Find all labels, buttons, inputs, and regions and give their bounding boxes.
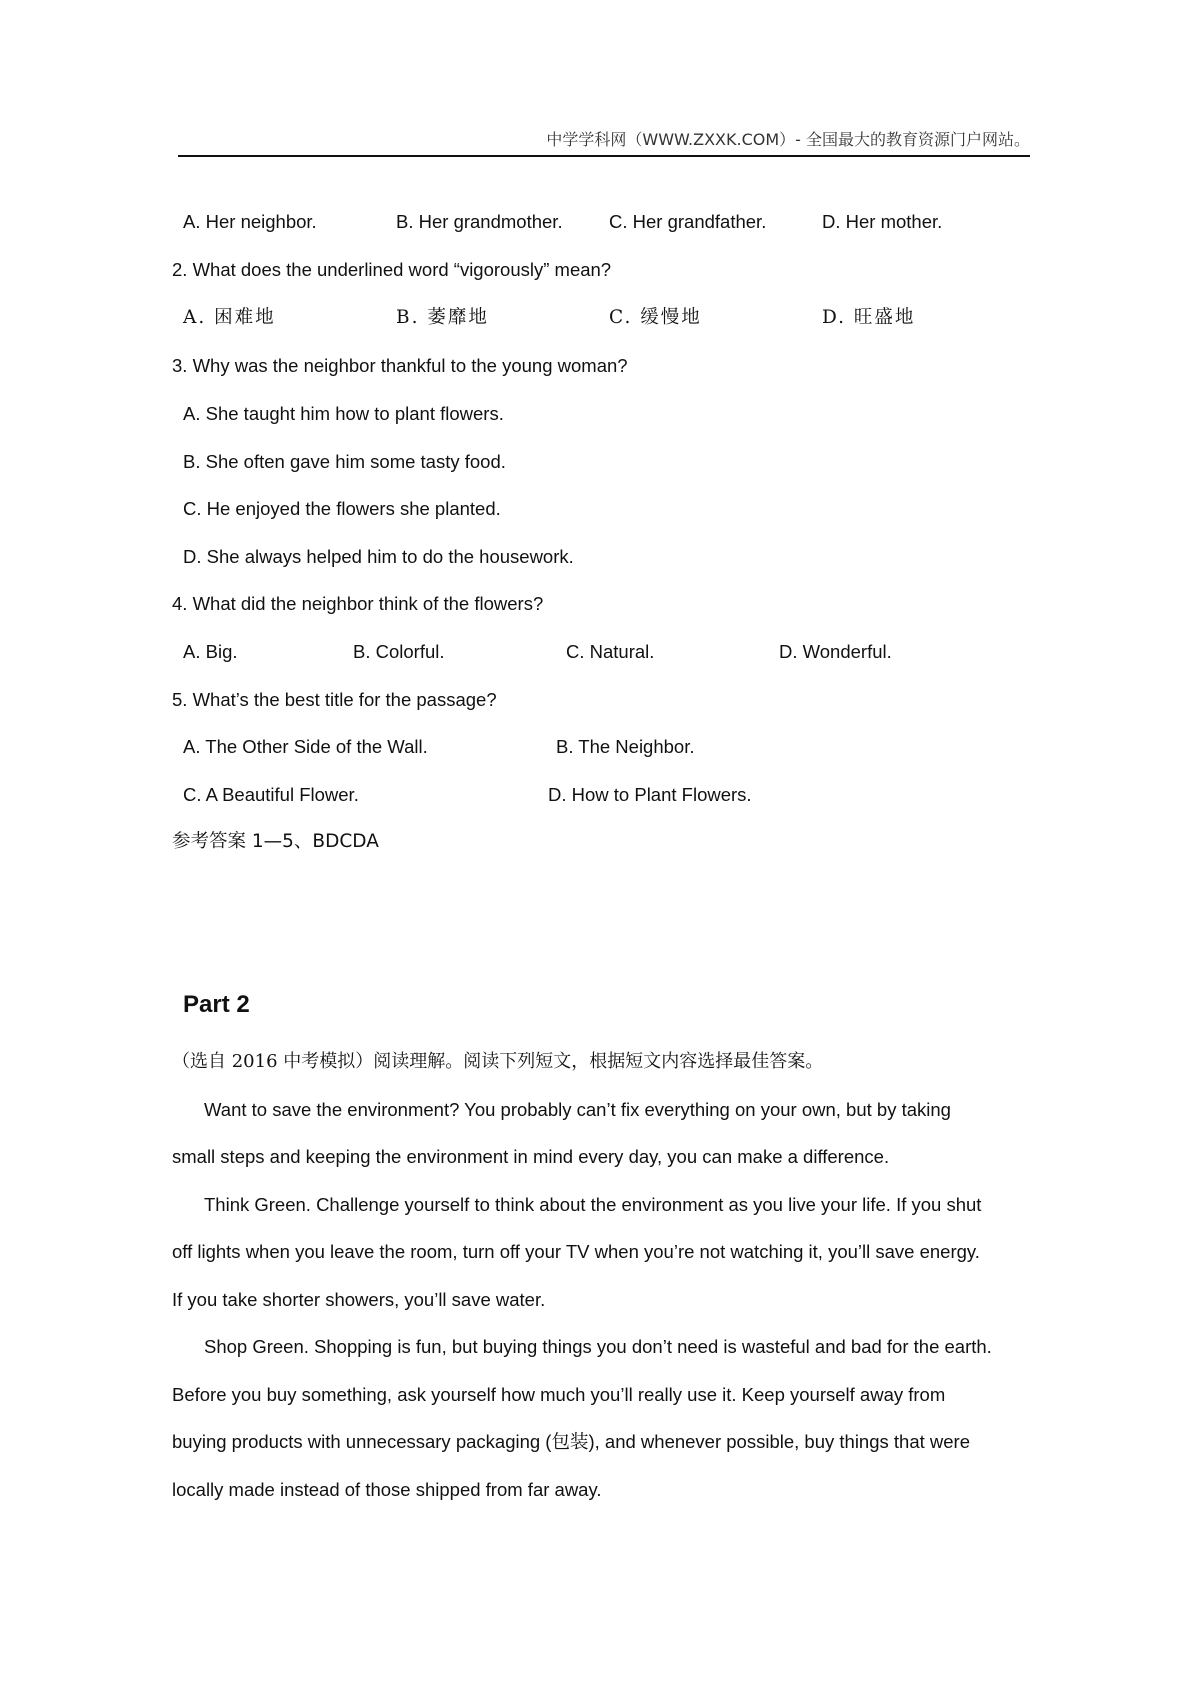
q3-option-a: A. She taught him how to plant flowers. bbox=[183, 403, 504, 424]
paragraph-2-line-3: If you take shorter showers, you’ll save water. bbox=[172, 1289, 546, 1310]
q3-option-c: C. He enjoyed the flowers she planted. bbox=[183, 498, 501, 519]
q2-option-c: C. 缓慢地 bbox=[609, 307, 702, 328]
q4-option-d: D. Wonderful. bbox=[779, 641, 892, 662]
q2-option-b: B. 萎靡地 bbox=[396, 307, 489, 328]
q5-option-b: B. The Neighbor. bbox=[556, 736, 695, 757]
q1-option-a: A. Her neighbor. bbox=[183, 211, 317, 232]
paragraph-3-line-4: locally made instead of those shipped from far away. bbox=[172, 1479, 602, 1500]
q5-option-a: A. The Other Side of the Wall. bbox=[183, 736, 428, 757]
q5-question: 5. What’s the best title for the passage? bbox=[172, 689, 497, 710]
part2-intro: （选自 2016 中考模拟）阅读理解。阅读下列短文，根据短文内容选择最佳答案。 bbox=[172, 1051, 824, 1072]
q1-option-d: D. Her mother. bbox=[822, 211, 943, 232]
paragraph-1-line-1: Want to save the environment? You probably can’t fix everything on your own, but by taking bbox=[204, 1099, 951, 1120]
paragraph-2-line-1: Think Green. Challenge yourself to think about the environment as you live your life. If you shut bbox=[204, 1194, 982, 1215]
part-title: Part 2 bbox=[183, 991, 250, 1018]
q4-option-a: A. Big. bbox=[183, 641, 238, 662]
header-text: 中学学科网（WWW.ZXXK.COM）- 全国最大的教育资源门户网站。 bbox=[546, 130, 1030, 149]
paragraph-3-line-3: buying products with unnecessary packaging (包装), and whenever possible, buy things that were bbox=[172, 1431, 970, 1452]
q3-option-d: D. She always helped him to do the housework. bbox=[183, 546, 574, 567]
page-header bbox=[178, 127, 1030, 157]
paragraph-3-line-2: Before you buy something, ask yourself how much you’ll really use it. Keep yourself away from bbox=[172, 1384, 946, 1405]
q1-option-c: C. Her grandfather. bbox=[609, 211, 767, 232]
q4-question: 4. What did the neighbor think of the flowers? bbox=[172, 593, 544, 614]
q2-option-d: D. 旺盛地 bbox=[822, 307, 916, 328]
paragraph-3-line-1: Shop Green. Shopping is fun, but buying things you don’t need is wasteful and bad for the earth. bbox=[204, 1336, 992, 1357]
paragraph-1-line-2: small steps and keeping the environment in mind every day, you can make a difference. bbox=[172, 1146, 890, 1167]
q5-option-d: D. How to Plant Flowers. bbox=[548, 784, 752, 805]
q2-question: 2. What does the underlined word “vigorously” mean? bbox=[172, 259, 612, 280]
q3-question: 3. Why was the neighbor thankful to the young woman? bbox=[172, 355, 628, 376]
paragraph-2-line-2: off lights when you leave the room, turn off your TV when you’re not watching it, you’ll save energy. bbox=[172, 1241, 980, 1262]
answer-key: 参考答案 1—5、BDCDA bbox=[172, 831, 379, 852]
q4-option-c: C. Natural. bbox=[566, 641, 655, 662]
q5-option-c: C. A Beautiful Flower. bbox=[183, 784, 359, 805]
q1-option-b: B. Her grandmother. bbox=[396, 211, 563, 232]
q3-option-b: B. She often gave him some tasty food. bbox=[183, 451, 506, 472]
q4-option-b: B. Colorful. bbox=[353, 641, 445, 662]
q2-option-a: A. 困难地 bbox=[183, 307, 276, 328]
